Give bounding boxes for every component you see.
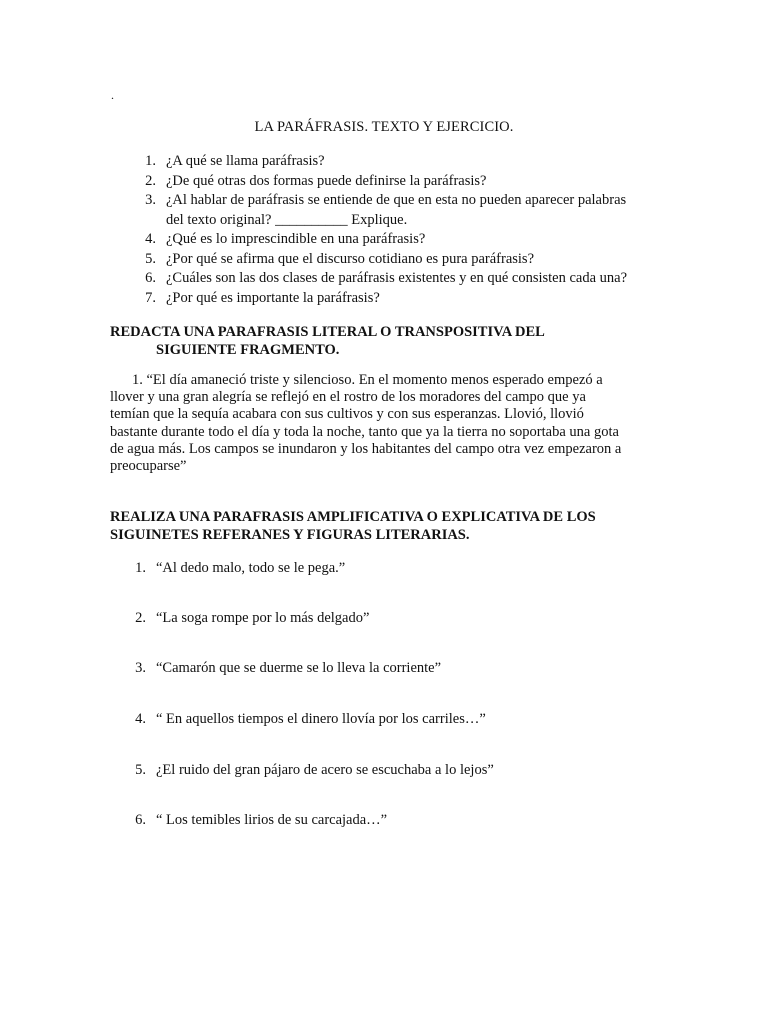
stray-mark: .: [111, 88, 114, 102]
section-heading-line: SIGUIENTE FRAGMENTO.: [156, 342, 340, 358]
question-list: [110, 152, 670, 308]
question-continuation: [110, 211, 670, 231]
question-text: ¿Al hablar de paráfrasis se entiende de que en esta no pueden aparecer palabras: [166, 192, 627, 208]
question-item: [110, 152, 670, 172]
saying-text: “Camarón que se duerme se lo lleva la corriente”: [156, 660, 442, 676]
section-heading-literal: [110, 323, 670, 359]
question-item: [110, 191, 670, 211]
question-number: 2.: [145, 172, 156, 189]
question-text: ¿Por qué se afirma que el discurso cotidiano es pura paráfrasis?: [166, 250, 535, 267]
saying-item: [110, 609, 670, 627]
question-text-continued: del texto original? __________ Explique.: [166, 211, 408, 228]
question-number: 7.: [145, 289, 156, 306]
section-heading-amplificative: [110, 508, 670, 544]
saying-text: ¿El ruido del gran pájaro de acero se escuchaba a lo lejos”: [156, 762, 494, 778]
question-number: 5.: [145, 250, 156, 267]
question-number: 4.: [145, 231, 156, 247]
saying-item: [110, 761, 670, 779]
saying-number: 4.: [135, 711, 146, 727]
saying-text: “La soga rompe por lo más delgado”: [156, 610, 370, 626]
section-heading-line: SIGUINETES REFERANES Y FIGURAS LITERARIAS.: [110, 527, 470, 543]
fragment-line: de agua más. Los campos se inundaron y los habitantes del campo otra vez empezaron a: [110, 440, 622, 457]
saying-number: 1.: [135, 560, 146, 576]
saying-text: “ Los temibles lirios de su carcajada…”: [156, 812, 388, 828]
document-title: LA PARÁFRASIS. TEXTO Y EJERCICIO.: [254, 119, 514, 135]
saying-item: [110, 710, 670, 728]
question-item: [110, 172, 670, 192]
fragment-paragraph: [110, 372, 658, 475]
question-item: [110, 230, 670, 250]
fragment-line: bastante durante todo el día y toda la noche, tanto que ya la tierra no soportaba una gota: [110, 423, 619, 440]
saying-text: “Al dedo malo, todo se le pega.”: [156, 560, 346, 576]
question-item: [110, 289, 670, 309]
question-text: ¿Qué es lo imprescindible en una paráfrasis?: [166, 231, 426, 247]
fragment-text: “El día amaneció triste y silencioso. En el momento menos esperado empezó a: [146, 372, 603, 388]
fragment-line: preocuparse”: [110, 458, 187, 475]
question-number: 3.: [145, 192, 156, 208]
saying-number: 2.: [135, 610, 146, 626]
saying-number: 6.: [135, 812, 146, 828]
fragment-line: [110, 372, 658, 389]
question-item: [110, 269, 670, 289]
saying-number: 3.: [135, 660, 146, 676]
saying-item: [110, 811, 670, 829]
question-text: ¿A qué se llama paráfrasis?: [166, 153, 325, 169]
saying-text: “ En aquellos tiempos el dinero llovía por los carriles…”: [156, 711, 486, 727]
fragment-line: temían que la sequía acabara con sus cultivos y con sus esperanzas. Llovió, llovió: [110, 406, 584, 423]
saying-item: [110, 559, 670, 577]
question-text: ¿Por qué es importante la paráfrasis?: [166, 289, 380, 306]
fragment-line: llover y una gran alegría se reflejó en el rostro de los moradores del campo que ya: [110, 389, 586, 406]
question-number: 1.: [145, 153, 156, 169]
question-text: ¿De qué otras dos formas puede definirse la paráfrasis?: [166, 172, 487, 189]
section-heading-line: REDACTA UNA PARAFRASIS LITERAL O TRANSPOSITIVA DEL: [110, 324, 545, 340]
question-text: ¿Cuáles son las dos clases de paráfrasis existentes y en qué consisten cada una?: [166, 270, 628, 286]
fragment-number: 1.: [132, 372, 143, 388]
question-item: [110, 250, 670, 270]
question-number: 6.: [145, 270, 156, 286]
section-heading-line: REALIZA UNA PARAFRASIS AMPLIFICATIVA O EXPLICATIVA DE LOS: [110, 509, 596, 525]
saying-number: 5.: [135, 762, 146, 778]
saying-item: [110, 659, 670, 677]
